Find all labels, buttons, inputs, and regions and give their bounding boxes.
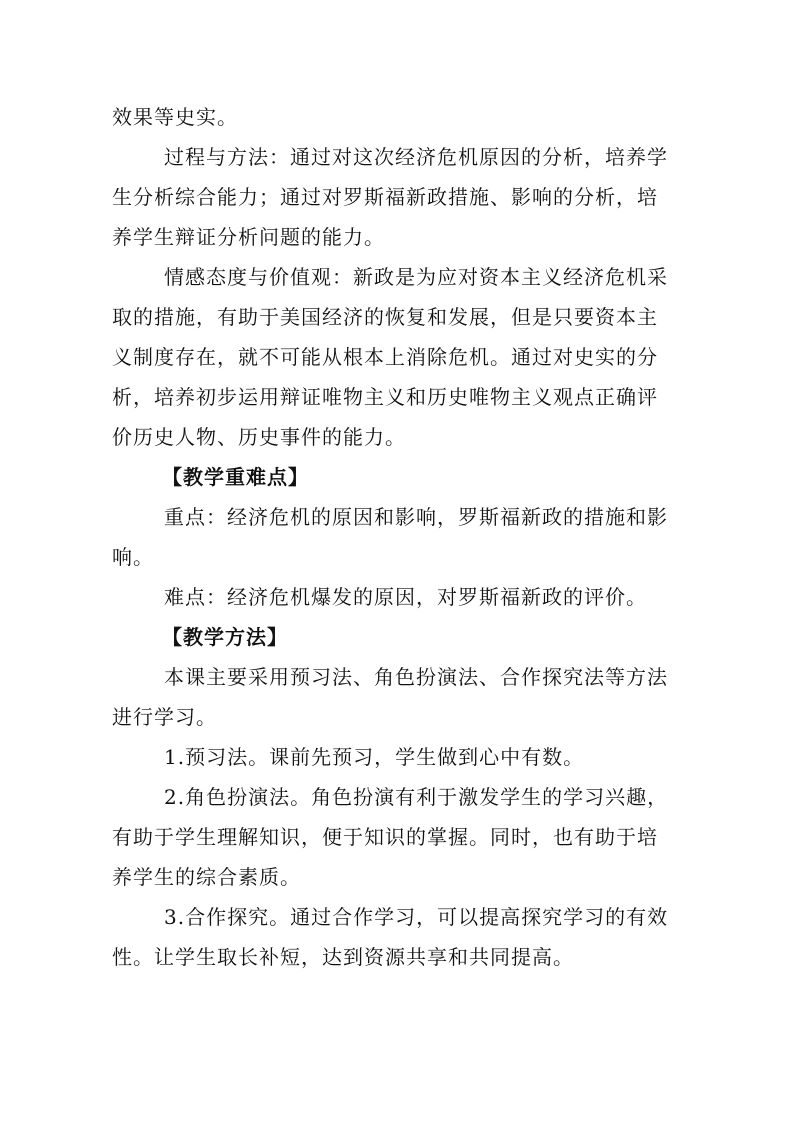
text-line: 价历史人物、历史事件的能力。 bbox=[112, 425, 406, 449]
text-line: 响。 bbox=[112, 545, 154, 569]
list-item: 3.合作探究。通过合作学习，可以提高探究学习的有效 bbox=[164, 905, 669, 929]
text-line: 难点：经济危机爆发的原因，对罗斯福新政的评价。 bbox=[164, 585, 647, 609]
text-line: 养学生的综合素质。 bbox=[112, 865, 301, 889]
text-line: 义制度存在，就不可能从根本上消除危机。通过对史实的分 bbox=[112, 345, 658, 369]
text-line: 性。让学生取长补短，达到资源共享和共同提高。 bbox=[112, 945, 574, 969]
text-line: 情感态度与价值观：新政是为应对资本主义经济危机采 bbox=[164, 265, 668, 289]
text-line: 析，培养初步运用辩证唯物主义和历史唯物主义观点正确评 bbox=[112, 385, 658, 409]
list-item: 2.角色扮演法。角色扮演有利于激发学生的学习兴趣， bbox=[164, 785, 669, 809]
section-heading-teaching-key-points: 【教学重难点】 bbox=[162, 465, 309, 489]
text-line: 生分析综合能力；通过对罗斯福新政措施、影响的分析，培 bbox=[112, 185, 658, 209]
text-line: 取的措施，有助于美国经济的恢复和发展，但是只要资本主 bbox=[112, 305, 658, 329]
text-line: 进行学习。 bbox=[112, 705, 217, 729]
text-line: 效果等史实。 bbox=[112, 105, 238, 129]
list-item: 1.预习法。课前先预习，学生做到心中有数。 bbox=[164, 745, 585, 769]
text-line: 有助于学生理解知识，便于知识的掌握。同时，也有助于培 bbox=[112, 825, 658, 849]
page-body bbox=[112, 97, 684, 977]
text-line: 过程与方法：通过对这次经济危机原因的分析，培养学 bbox=[164, 145, 668, 169]
text-line: 本课主要采用预习法、角色扮演法、合作探究法等方法 bbox=[164, 665, 668, 689]
section-heading-teaching-methods: 【教学方法】 bbox=[162, 625, 288, 649]
text-line: 养学生辩证分析问题的能力。 bbox=[112, 225, 385, 249]
text-line: 重点：经济危机的原因和影响，罗斯福新政的措施和影 bbox=[164, 505, 668, 529]
